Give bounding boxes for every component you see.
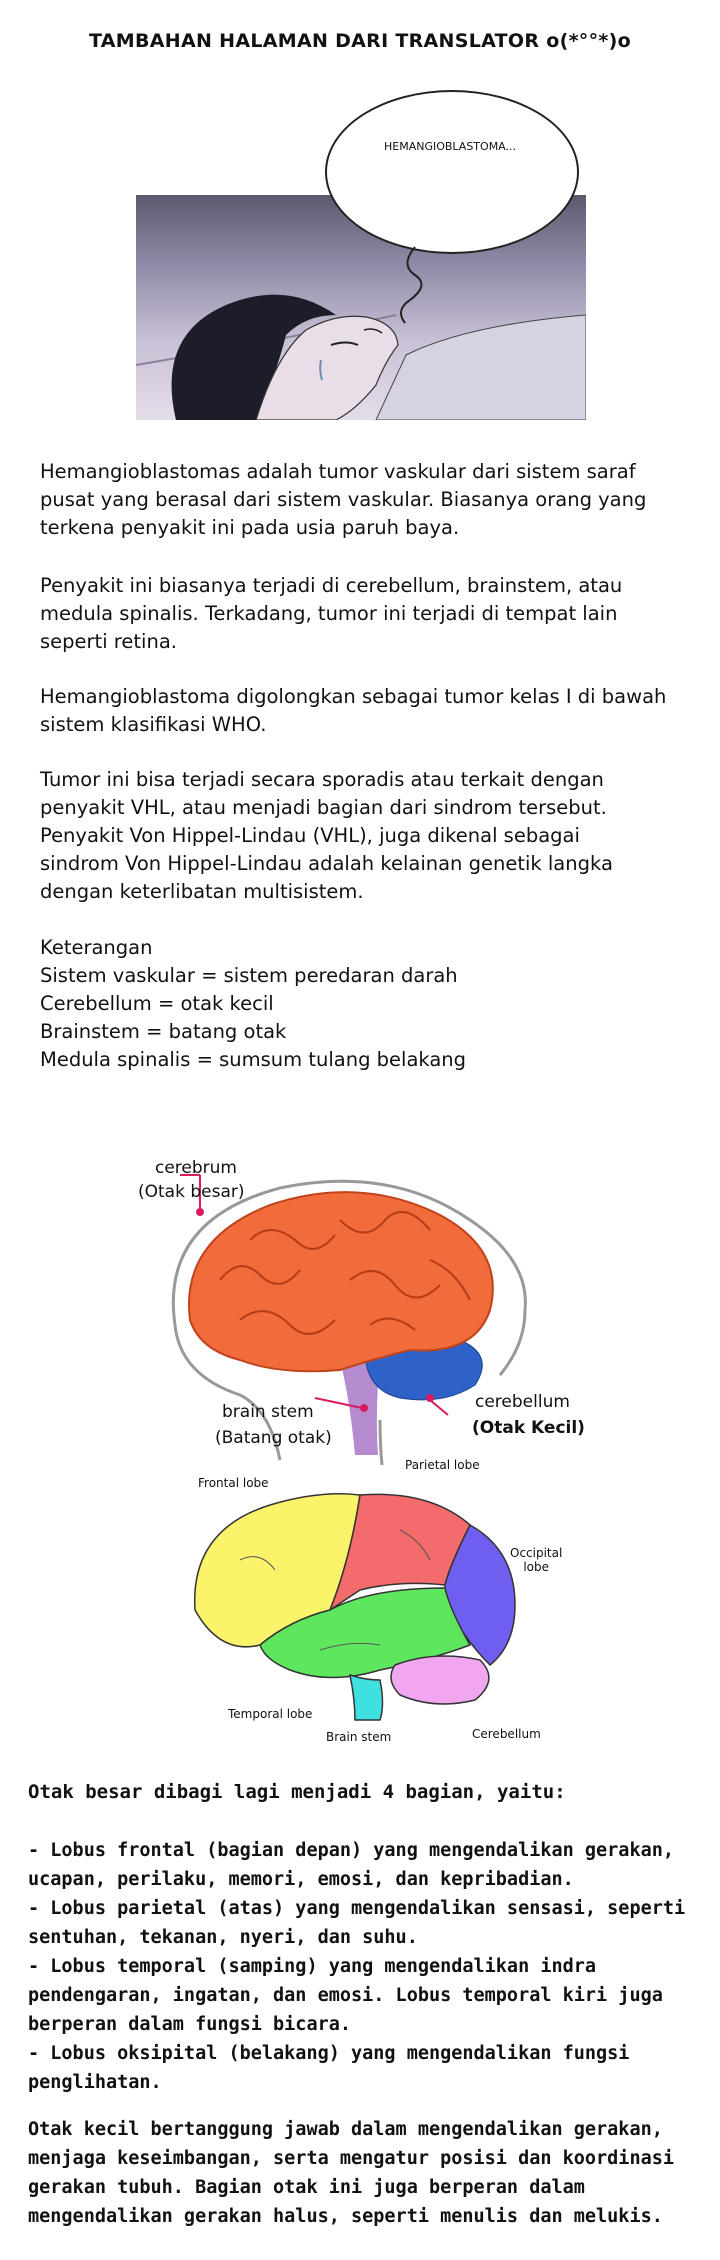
speech-tail [390, 245, 450, 325]
label-cerebellum: cerebellum [475, 1392, 570, 1412]
label-frontal-lobe: Frontal lobe [198, 1476, 269, 1490]
label-brainstem-id: (Batang otak) [215, 1428, 332, 1448]
lobes-list: - Lobus frontal (bagian depan) yang mengendalikan gerakan, ucapan, perilaku, memori, emosi, dan kepribadian. - Lobus parietal (atas) yang mengendalikan sensasi, seperti sentuhan, tekanan, nyeri, dan suhu. - Lobus temporal (samping) yang mengendalikan indra pendengaran, ingatan, dan emosi. Lobus temporal kiri juga berperan dalam fungsi bicara. - Lobus oksipital (belakang) yang mengendalikan fungsi penglihatan. [28, 1840, 686, 2093]
cerebellum-description: Otak kecil bertanggung jawab dalam mengendalikan gerakan, menjaga keseimbangan, serta mengatur posisi dan koordinasi gerakan tubuh. Bagian otak ini juga berperan dalam mengendalikan gerakan halus, seperti menulis dan melukis. [28, 2119, 675, 2227]
paragraph-vhl: Tumor ini bisa terjadi secara sporadis atau terkait dengan penyakit VHL, atau menjadi bagian dari sindrom tersebut. Penyakit Von Hippel-Lindau (VHL), juga dikenal sebagai sindrom Von Hippel-Lindau adalah kelainan genetik langka dengan keterlibatan multisistem. [40, 768, 613, 903]
label-cerebellum-lobe: Cerebellum [472, 1727, 541, 1741]
label-cerebellum-id: (Otak Kecil) [472, 1418, 585, 1438]
label-occipital-lobe: Occipital lobe [510, 1546, 563, 1574]
label-parietal-lobe: Parietal lobe [405, 1458, 480, 1472]
speech-bubble-text: HEMANGIOBLASTOMA... [383, 140, 517, 153]
paragraph-classification: Hemangioblastoma digolongkan sebagai tumor kelas I di bawah sistem klasifikasi WHO. [40, 685, 667, 736]
label-brainstem: brain stem [222, 1402, 314, 1422]
glossary: Keterangan Sistem vaskular = sistem peredaran darah Cerebellum = otak kecil Brainstem = batang otak Medula spinalis = sumsum tulang belakang [40, 936, 467, 1071]
lobes-intro: Otak besar dibagi lagi menjadi 4 bagian, yaitu: [28, 1781, 566, 1803]
speech-bubble [325, 90, 579, 254]
label-brain-stem: Brain stem [326, 1730, 392, 1744]
label-cerebrum-id: (Otak besar) [138, 1182, 245, 1202]
paragraph-location: Penyakit ini biasanya terjadi di cerebellum, brainstem, atau medula spinalis. Terkadang, tumor ini terjadi di tempat lain seperti retina. [40, 574, 623, 653]
paragraph-definition: Hemangioblastomas adalah tumor vaskular dari sistem saraf pusat yang berasal dari sistem vaskular. Biasanya orang yang terkena penyakit ini pada usia paruh baya. [40, 460, 647, 539]
page-title: TAMBAHAN HALAMAN DARI TRANSLATOR o(*°°*)o [89, 30, 631, 52]
label-cerebrum: cerebrum [155, 1158, 237, 1178]
label-temporal-lobe: Temporal lobe [228, 1707, 313, 1721]
